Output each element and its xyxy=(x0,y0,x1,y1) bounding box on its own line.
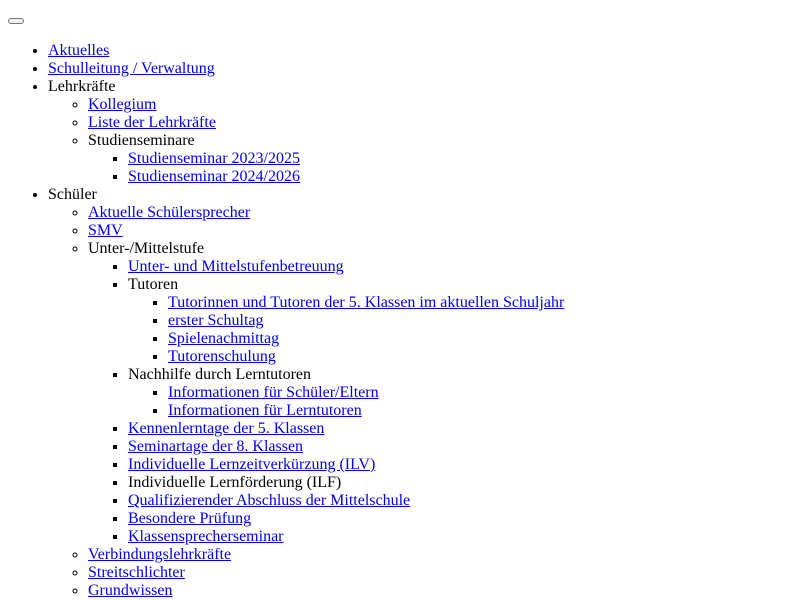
nav-item-studienseminar-2024 xyxy=(128,168,564,186)
nav-item-schuelersprecher xyxy=(88,204,564,222)
nav-item-tutorenschulung xyxy=(168,348,564,366)
nav-item-kennenlerntage xyxy=(128,420,564,438)
nav-link-spielenachmittag[interactable]: Spielenachmittag xyxy=(168,330,280,347)
nav-link-ilv[interactable]: Individuelle Lernzeitverkürzung (ILV) xyxy=(128,456,376,473)
nav-link-betreuung[interactable]: Unter- und Mittelstufenbetreuung xyxy=(128,258,344,275)
nav-link-quali[interactable]: Qualifizierender Abschluss der Mittelschule xyxy=(128,492,411,509)
nav-item-liste-lehrkraefte xyxy=(88,114,564,132)
nav-list-nachhilfe xyxy=(128,384,564,420)
nav-item-betreuung xyxy=(128,258,564,276)
nav-link-erster-schultag[interactable]: erster Schultag xyxy=(168,312,264,329)
nav-link-verbindungslehrkraefte[interactable]: Verbindungslehrkräfte xyxy=(88,546,232,563)
nav-item-streitschlichter xyxy=(88,564,564,582)
nav-link-kollegium[interactable]: Kollegium xyxy=(88,96,157,113)
nav-label-lehrkraefte: Lehrkräfte xyxy=(48,78,116,95)
nav-link-liste-lehrkraefte[interactable]: Liste der Lehrkräfte xyxy=(88,114,216,131)
nav-item-tutoren xyxy=(128,276,564,366)
nav-list-unterstufe xyxy=(88,258,564,546)
nav-list-level-1 xyxy=(0,42,564,600)
nav-link-klassensprecherseminar[interactable]: Klassensprecherseminar xyxy=(128,528,284,545)
nav-item-info-lerntutoren xyxy=(168,402,564,420)
nav-item-tutoren-klassen5 xyxy=(168,294,564,312)
nav-item-besondere-pruefung xyxy=(128,510,564,528)
nav-link-schuelersprecher[interactable]: Aktuelle Schülersprecher xyxy=(88,204,251,221)
nav-link-seminartage[interactable]: Seminartage der 8. Klassen xyxy=(128,438,304,455)
nav-list-tutoren xyxy=(128,294,564,366)
nav-item-studienseminar-2023 xyxy=(128,150,564,168)
nav-item-info-schueler xyxy=(168,384,564,402)
nav-item-grundwissen xyxy=(88,582,564,600)
nav-link-besondere-pruefung[interactable]: Besondere Prüfung xyxy=(128,510,252,527)
nav-item-klassensprecherseminar xyxy=(128,528,564,546)
nav-item-verbindungslehrkraefte xyxy=(88,546,564,564)
nav-item-quali xyxy=(128,492,564,510)
menu-toggle-button[interactable] xyxy=(8,18,24,24)
nav-item-aktuelles xyxy=(48,42,564,60)
nav-label-studienseminare: Studienseminare xyxy=(88,132,195,149)
nav-link-info-lerntutoren[interactable]: Informationen für Lerntutoren xyxy=(168,402,362,419)
nav-label-tutoren: Tutoren xyxy=(128,276,179,293)
nav-item-kollegium xyxy=(88,96,564,114)
main-navigation xyxy=(0,42,564,600)
nav-link-tutoren-klassen5[interactable]: Tutorinnen und Tutoren der 5. Klassen im aktuellen Schuljahr xyxy=(168,294,565,311)
nav-list-schueler xyxy=(48,204,564,600)
nav-link-kennenlerntage[interactable]: Kennenlerntage der 5. Klassen xyxy=(128,420,325,437)
nav-item-erster-schultag xyxy=(168,312,564,330)
nav-link-grundwissen[interactable]: Grundwissen xyxy=(88,582,173,599)
nav-item-studienseminare xyxy=(88,132,564,186)
nav-label-schueler: Schüler xyxy=(48,186,97,203)
nav-item-ilv xyxy=(128,456,564,474)
nav-item-schulleitung xyxy=(48,60,564,78)
nav-link-streitschlichter[interactable]: Streitschlichter xyxy=(88,564,185,581)
nav-label-unterstufe: Unter-/Mittelstufe xyxy=(88,240,205,257)
nav-link-smv[interactable]: SMV xyxy=(88,222,123,239)
nav-link-tutorenschulung[interactable]: Tutorenschulung xyxy=(168,348,276,365)
nav-item-lehrkraefte xyxy=(48,78,564,186)
nav-list-studienseminare xyxy=(88,150,564,186)
nav-label-ilf: Individuelle Lernförderung (ILF) xyxy=(128,474,342,491)
nav-link-schulleitung[interactable]: Schulleitung / Verwaltung xyxy=(48,60,215,77)
nav-link-aktuelles[interactable]: Aktuelles xyxy=(48,42,110,59)
nav-item-smv xyxy=(88,222,564,240)
nav-item-seminartage xyxy=(128,438,564,456)
nav-link-info-schueler[interactable]: Informationen für Schüler/Eltern xyxy=(168,384,379,401)
nav-list-lehrkraefte xyxy=(48,96,564,186)
nav-link-studienseminar-2023[interactable]: Studienseminar 2023/2025 xyxy=(128,150,300,167)
nav-item-schueler xyxy=(48,186,564,600)
nav-item-nachhilfe xyxy=(128,366,564,420)
nav-link-studienseminar-2024[interactable]: Studienseminar 2024/2026 xyxy=(128,168,300,185)
nav-label-nachhilfe: Nachhilfe durch Lerntutoren xyxy=(128,366,312,383)
nav-item-spielenachmittag xyxy=(168,330,564,348)
nav-item-unterstufe xyxy=(88,240,564,546)
nav-item-ilf xyxy=(128,474,564,492)
